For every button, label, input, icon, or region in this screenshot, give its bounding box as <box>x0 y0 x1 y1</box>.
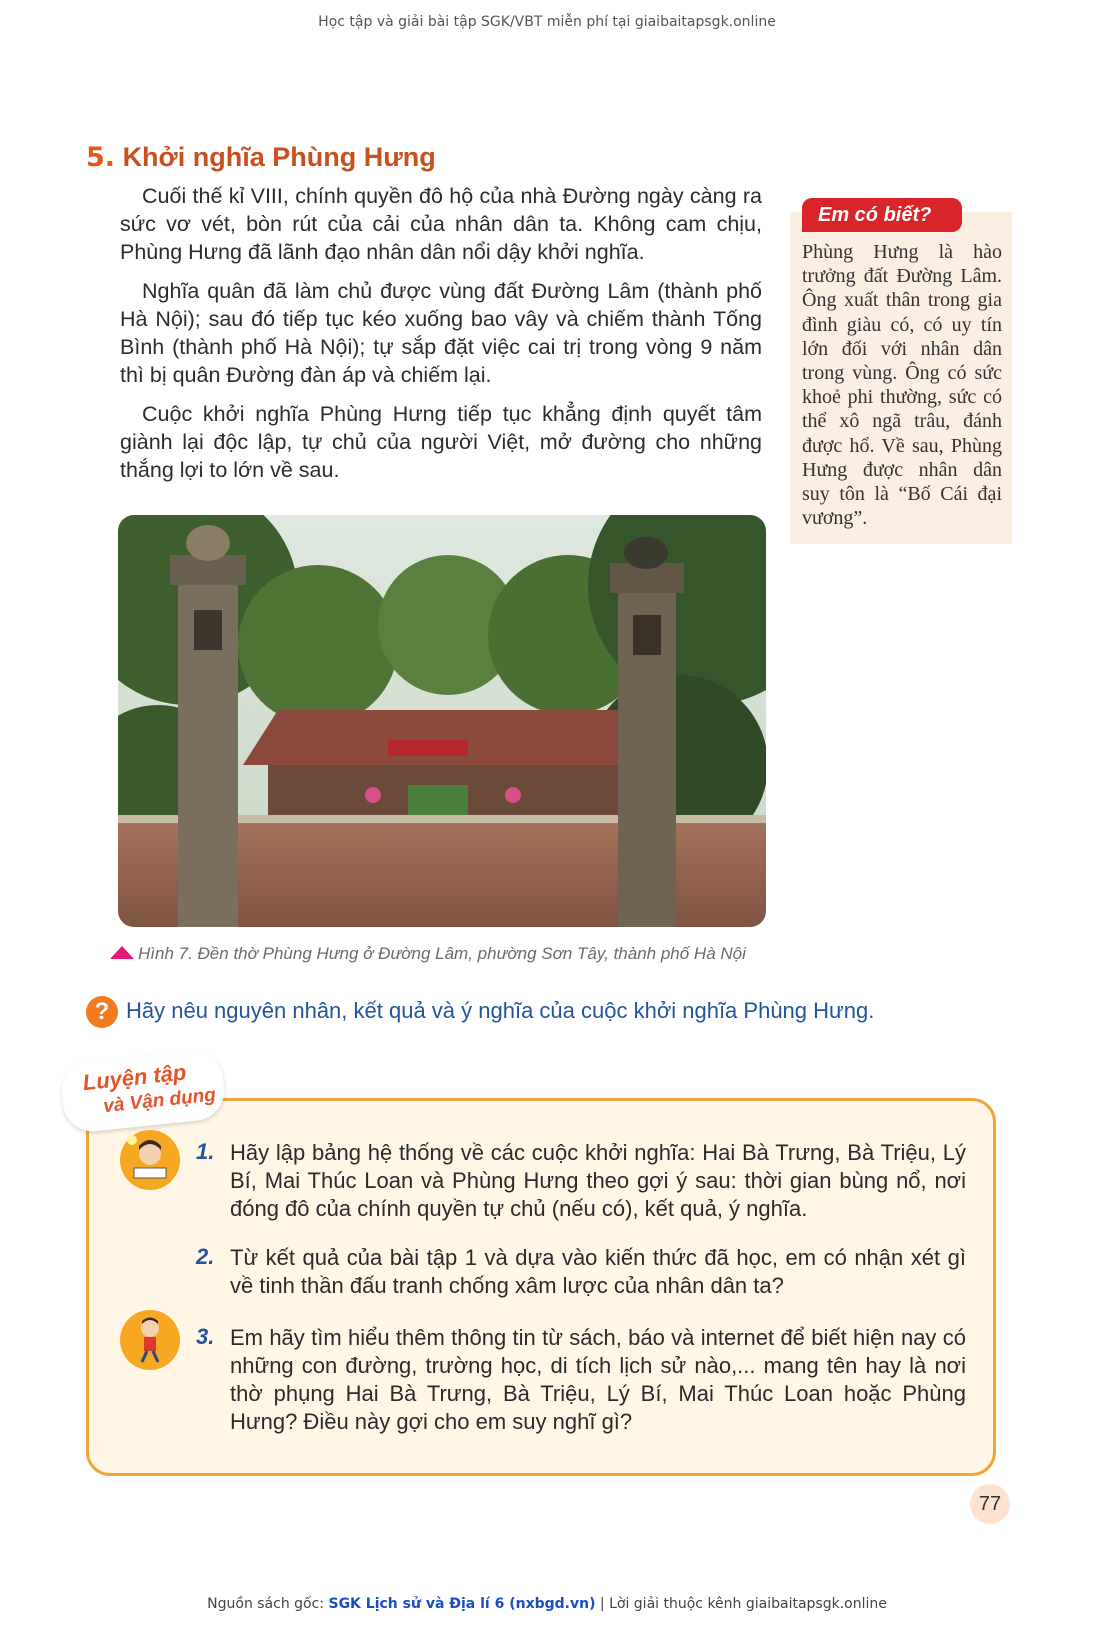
practice-badge-line2: và Vận dụng <box>102 1084 217 1118</box>
did-you-know-tag: Em có biết? <box>802 198 962 232</box>
figure-caption <box>110 944 746 964</box>
section-number: 5. <box>86 142 116 173</box>
practice-badge-line1: Luyện tập <box>81 1059 188 1096</box>
page-number: 77 <box>970 1484 1010 1524</box>
student-reading-icon <box>120 1130 180 1190</box>
section-title <box>86 142 436 173</box>
caption-triangle-icon <box>110 946 134 959</box>
section-title-text: Khởi nghĩa Phùng Hưng <box>122 142 436 172</box>
temple-photo <box>118 515 766 927</box>
task-number: 1. <box>196 1139 215 1164</box>
footer-note <box>0 1596 1094 1612</box>
caption-text: Hình 7. Đền thờ Phùng Hưng ở Đường Lâm, phường Sơn Tây, thành phố Hà Nội <box>138 944 746 963</box>
paragraph: Cuộc khởi nghĩa Phùng Hưng tiếp tục khẳng định quyết tâm giành lại độc lập, tự chủ của người Việt, mở đường cho những thắng lợi to lớn về sau. <box>120 402 762 482</box>
paragraph: Cuối thế kỉ VIII, chính quyền đô hộ của nhà Đường ngày càng ra sức vơ vét, bòn rút của cải của nhân dân ta. Không cam chịu, Phùng Hưng đã lãnh đạo nhân dân nổi dậy khởi nghĩa. <box>120 184 762 264</box>
task-text: Từ kết quả của bài tập 1 và dựa vào kiến thức đã học, em có nhận xét gì về tinh thần đấu tranh chống xâm lược của nhân dân ta? <box>230 1245 966 1298</box>
footer-suffix: | Lời giải thuộc kênh giaibaitapsgk.online <box>599 1596 887 1612</box>
body-text <box>120 182 762 495</box>
task-number: 2. <box>196 1244 215 1269</box>
task-text: Em hãy tìm hiểu thêm thông tin từ sách, báo và internet để biết hiện nay có những con đường, trường học, di tích lịch sử nào,... mang tên hay là nơi thờ phụng Hai Bà Trưng, Bà Triệu, Lý Bí, Mai Thúc Loan hoặc Phùng Hưng? Điều này gợi cho em suy nghĩ gì? <box>230 1325 966 1434</box>
task-text: Hãy lập bảng hệ thống về các cuộc khởi nghĩa: Hai Bà Trưng, Bà Triệu, Lý Bí, Mai Thúc Loan và Phùng Hưng theo gợi ý sau: thời gian bùng nổ, nơi đóng đô của chính quyền tự chủ (nếu có), kết quả, ý nghĩa. <box>230 1140 966 1221</box>
did-you-know-text: Phùng Hưng là hào trưởng đất Đường Lâm. Ông xuất thân trong gia đình giàu có, có uy tín lớn đối với nhân dân trong vùng. Ông có sức khoẻ phi thường, sức có thể xô ngã trâu, đánh được hổ. Về sau, Phùng Hưng được nhân dân suy tôn là “Bố Cái đại vương”. <box>802 241 1002 530</box>
header-note: Học tập và giải bài tập SGK/VBT miễn phí tại giaibaitapsgk.online <box>318 14 776 30</box>
question-text: Hãy nêu nguyên nhân, kết quả và ý nghĩa của cuộc khởi nghĩa Phùng Hưng. <box>126 998 875 1023</box>
footer-source-link[interactable]: SGK Lịch sử và Địa lí 6 (nxbgd.vn) <box>328 1596 596 1612</box>
footer-prefix: Nguồn sách gốc: <box>207 1596 325 1612</box>
paragraph: Nghĩa quân đã làm chủ được vùng đất Đường Lâm (thành phố Hà Nội); sau đó tiếp tục kéo xuống bao vây và chiếm thành Tống Bình (thành phố Hà Nội); tự sắp đặt việc cai trị trong vòng 9 năm thì bị quân Đường đàn áp và chiếm lại. <box>120 279 762 387</box>
student-running-icon <box>120 1310 180 1370</box>
question-icon: ? <box>86 996 118 1028</box>
task-number: 3. <box>196 1324 215 1349</box>
